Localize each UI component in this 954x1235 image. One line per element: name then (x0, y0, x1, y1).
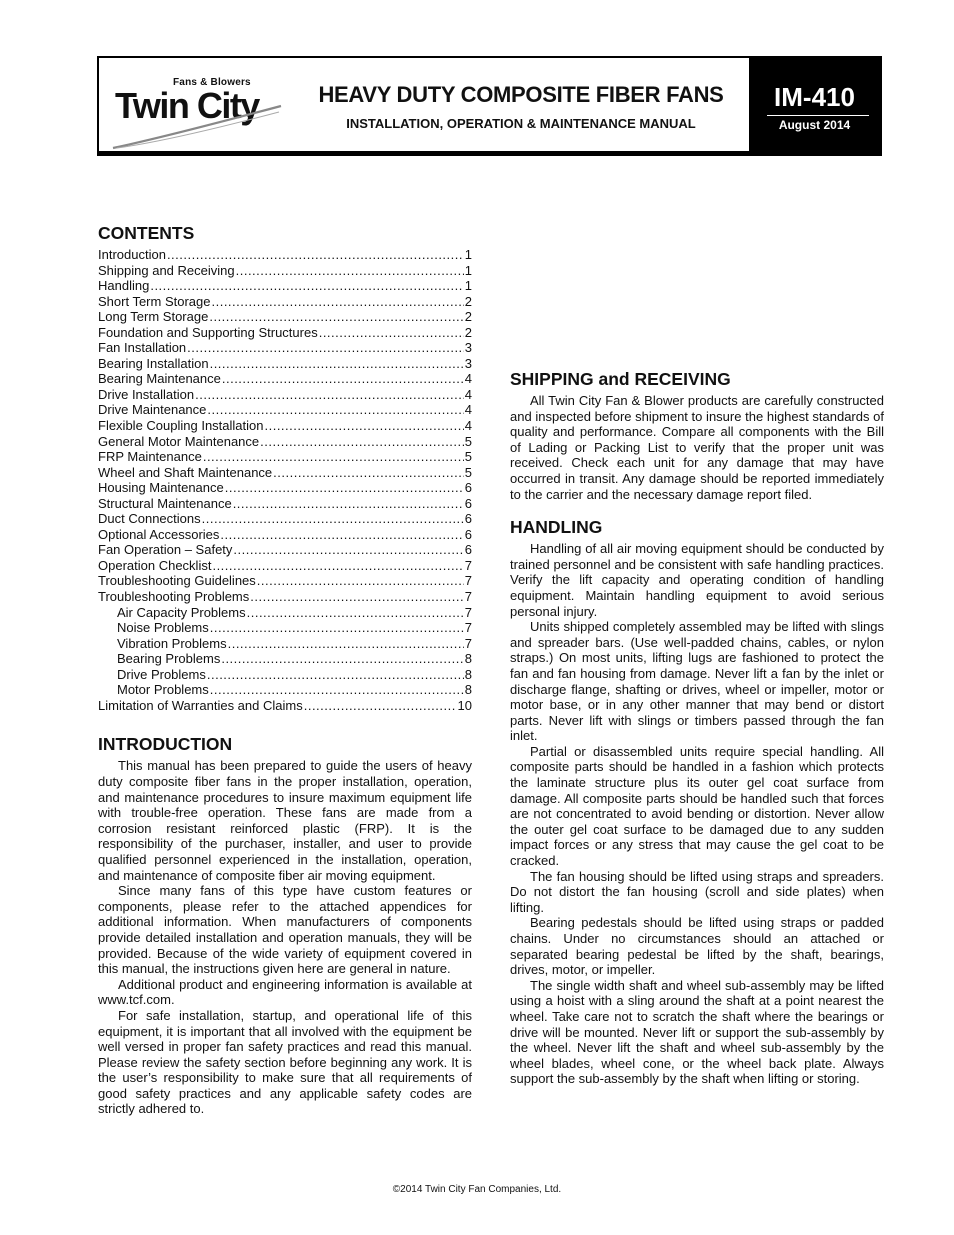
toc-entry-label: Introduction (98, 247, 166, 262)
toc-entry-label: Drive Installation (98, 386, 195, 402)
toc-entry-page: 6 (464, 495, 472, 511)
toc-entry-label: Drive Maintenance (98, 402, 207, 418)
toc-entry-page: 7 (464, 589, 472, 605)
toc-leader-dots (203, 449, 464, 465)
paragraph: The fan housing should be lifted using straps and spreaders. Do not distort the fan housing (scroll and side plates) when lifting. (510, 868, 884, 915)
toc-entry[interactable] (98, 247, 472, 263)
paragraph: Additional product and engineering information is available at www.tcf.com. (98, 976, 472, 1008)
toc-leader-dots (221, 651, 463, 667)
toc-entry-label: Long Term Storage (98, 309, 209, 325)
toc-entry[interactable] (98, 278, 472, 294)
paragraph: The single width shaft and wheel sub-assembly may be lifted using a hoist with a sling around the shaft at a point nearest the wheel. Take care not to scratch the shaft where the bearings or drive will be mounted. Never lift or support the sub-assembly by the wheel. Never lift the shaft and wheel sub-assembly by the wheel blades, wheel cone, or the wheel back plate. Always support the sub-assembly by the shaft when lifting or storing. (510, 977, 884, 1087)
toc-entry-page: 7 (464, 620, 472, 636)
toc-entry[interactable] (98, 636, 472, 652)
toc-entry[interactable] (98, 294, 472, 310)
toc-entry-page: 1 (464, 247, 472, 262)
toc-entry-label: FRP Maintenance (98, 449, 202, 465)
toc-leader-dots (211, 294, 463, 310)
toc-leader-dots (150, 278, 463, 294)
paragraph: Since many fans of this type have custom features or components, please refer to the attached appendices for additional information. When manufacturers of components provide detailed installation and operation manuals, they will be provided. Because of the wide variety of equipment covered in this manual, the instructions given here are general in nature. (98, 883, 472, 977)
toc-entry-page: 2 (464, 309, 472, 325)
toc-entry-page: 7 (464, 573, 472, 589)
right-column (510, 368, 884, 1087)
toc-entry-page: 2 (464, 324, 472, 340)
paragraph: Bearing pedestals should be lifted using straps or padded chains. Under no circumstances should an attached or separated bearing pedestal be lifted by the shaft, bearings, drives, motor, or impeller. (510, 915, 884, 978)
toc-entry-label: Troubleshooting Problems (98, 589, 250, 605)
handling-section (510, 516, 884, 1087)
toc-leader-dots (250, 589, 464, 605)
toc-leader-dots (212, 558, 463, 574)
toc-entry[interactable] (98, 651, 472, 667)
toc-entry-label: Foundation and Supporting Structures (98, 324, 318, 340)
toc-entry[interactable] (98, 402, 472, 418)
toc-entry[interactable] (98, 465, 472, 481)
toc-entry-page: 10 (457, 697, 472, 713)
toc-entry[interactable] (98, 263, 472, 279)
toc-entry-page: 3 (464, 340, 472, 356)
manual-code-badge (749, 58, 880, 153)
toc-leader-dots (260, 434, 464, 450)
toc-entry-label: Motor Problems (117, 682, 209, 698)
introduction-section (98, 733, 472, 1117)
logo-tagline: Fans & Blowers (173, 77, 251, 88)
document-header (97, 56, 882, 156)
toc-entry-page: 7 (464, 604, 472, 620)
toc-entry[interactable] (98, 698, 472, 714)
toc-entry-page: 8 (464, 682, 472, 698)
toc-entry-page: 4 (464, 402, 472, 418)
toc-entry[interactable] (98, 682, 472, 698)
toc-entry-label: Operation Checklist (98, 557, 212, 573)
toc-entry[interactable] (98, 449, 472, 465)
paragraph: For safe installation, startup, and operational life of this equipment, it is important that all involved with the equipment be well versed in proper fan safety practices and read this manual. Please review the safety section before beginning any work. It is the user’s responsibility to make sure that all requirements of good safety practices and any applicable safety codes are strictly adhered to. (98, 1007, 472, 1117)
toc-entry-page: 6 (464, 526, 472, 542)
paragraph: Units shipped completely assembled may be lifted with slings and spreader bars. (Use well-padded chains, cables, or nylon straps.) On most units, lifting lugs are fashioned to protect the fan and fan housing from damage. Never lift a fan by the inlet or discharge flange, shafting or drives, wheel or impeller, motor or motor base, or in any other manner that may bend or distort parts. Never lift with slings or timbers passed through the fan inlet. (510, 619, 884, 744)
toc-entry-page: 8 (464, 666, 472, 682)
toc-entry[interactable] (98, 356, 472, 372)
document-title: HEAVY DUTY COMPOSITE FIBER FANS (318, 82, 724, 107)
introduction-heading: INTRODUCTION (98, 734, 233, 755)
toc-entry-page: 6 (464, 480, 472, 496)
badge-divider (767, 115, 869, 116)
toc-leader-dots (225, 480, 464, 496)
toc-entry[interactable] (98, 558, 472, 574)
toc-leader-dots (210, 356, 464, 372)
toc-entry[interactable] (98, 309, 472, 325)
toc-entry-label: Optional Accessories (98, 526, 220, 542)
toc-entry[interactable] (98, 480, 472, 496)
toc-entry-label: Housing Maintenance (98, 480, 224, 496)
toc-entry-label: Duct Connections (98, 511, 201, 527)
toc-leader-dots (209, 309, 463, 325)
shipping-heading: SHIPPING and RECEIVING (510, 369, 731, 389)
toc-entry-label: Limitation of Warranties and Claims (98, 697, 303, 713)
paragraph: All Twin City Fan & Blower products are carefully constructed and inspected before shipment to insure the highest standards of quality and performance. Compare all components with the Bill of Lading or Packing List to verify that the proper unit was received. Check each unit for any damage that may have occurred in transit. Any damage should be reported immediately to the carrier and the necessary damage report filed. (510, 393, 884, 502)
manual-date: August 2014 (778, 118, 851, 132)
shipping-section (510, 368, 884, 502)
toc-entry-label: Fan Operation – Safety (98, 542, 233, 558)
document-subtitle: INSTALLATION, OPERATION & MAINTENANCE MANUAL (346, 116, 696, 131)
toc-entry[interactable] (98, 340, 472, 356)
toc-entry[interactable] (98, 325, 472, 341)
toc-leader-dots (236, 263, 464, 279)
copyright-footer: ©2014 Twin City Fan Companies, Ltd. (392, 1184, 562, 1195)
toc-entry-page: 8 (464, 651, 472, 667)
toc-leader-dots (319, 325, 464, 341)
toc-entry-page: 3 (464, 355, 472, 371)
toc-leader-dots (195, 387, 464, 403)
handling-heading: HANDLING (510, 517, 603, 538)
toc-entry[interactable] (98, 527, 472, 543)
logo-swoosh-icon (111, 102, 286, 152)
toc-entry-label: Structural Maintenance (98, 495, 232, 511)
toc-entry-label: Bearing Maintenance (98, 371, 221, 387)
toc-entry-label: Air Capacity Problems (117, 604, 246, 620)
toc-leader-dots (304, 698, 457, 714)
toc-entry[interactable] (98, 542, 472, 558)
paragraph: Partial or disassembled units require special handling. All composite parts should be handled in a fashion which protects the laminate structure plus its outer gel coat surface from damage. All composite parts should be handled such that forces are not concentrated to avoid bending or distortion. Never allow the outer gel coat surface to be damaged due to any sudden impact forces or any stress that may cause the gel coat to be cracked. (510, 743, 884, 869)
toc-entry[interactable] (98, 434, 472, 450)
toc-entry[interactable] (98, 667, 472, 683)
contents-heading: CONTENTS (98, 223, 195, 243)
toc-leader-dots (210, 682, 464, 698)
toc-leader-dots (228, 636, 464, 652)
toc-entry[interactable] (98, 371, 472, 387)
toc-entry[interactable] (98, 511, 472, 527)
toc-entry-page: 1 (464, 262, 472, 278)
toc-entry-page: 4 (464, 386, 472, 402)
toc-leader-dots (210, 620, 464, 636)
toc-entry-page: 7 (464, 635, 472, 651)
toc-leader-dots (207, 402, 463, 418)
toc-entry-page: 6 (464, 511, 472, 527)
toc-entry-label: Flexible Coupling Installation (98, 418, 264, 434)
toc-leader-dots (202, 511, 464, 527)
toc-entry[interactable] (98, 387, 472, 403)
toc-leader-dots (207, 667, 464, 683)
toc-entry-label: Noise Problems (117, 620, 209, 636)
toc-entry-label: Fan Installation (98, 340, 187, 356)
manual-code: IM-410 (774, 82, 855, 112)
toc-entry-label: Handling (98, 278, 150, 294)
toc-entry-page: 5 (464, 464, 472, 480)
toc-entry-page: 4 (464, 418, 472, 434)
toc-entry-page: 4 (464, 371, 472, 387)
toc-leader-dots (222, 371, 464, 387)
toc-entry[interactable] (98, 418, 472, 434)
toc-leader-dots (264, 418, 463, 434)
toc-entry[interactable] (98, 496, 472, 512)
toc-entry-page: 5 (464, 449, 472, 465)
toc-entry-label: Shipping and Receiving (98, 262, 235, 278)
toc-entry-label: Wheel and Shaft Maintenance (98, 464, 273, 480)
logo-name: Twin City (115, 85, 259, 126)
toc-leader-dots (220, 527, 463, 543)
toc-entry-label: Short Term Storage (98, 293, 211, 309)
toc-leader-dots (187, 340, 464, 356)
toc-entry-label: Bearing Installation (98, 355, 209, 371)
toc-entry-label: Bearing Problems (117, 651, 221, 667)
company-logo (111, 72, 286, 152)
toc-leader-dots (273, 465, 464, 481)
toc-entry-page: 7 (464, 557, 472, 573)
toc-entry[interactable] (98, 620, 472, 636)
toc-leader-dots (233, 496, 464, 512)
toc-leader-dots (167, 247, 464, 263)
toc-entry-label: General Motor Maintenance (98, 433, 260, 449)
toc-entry[interactable] (98, 589, 472, 605)
left-column (98, 222, 472, 1117)
toc-leader-dots (257, 573, 464, 589)
toc-entry-page: 6 (464, 542, 472, 558)
toc-entry-page: 1 (464, 278, 472, 294)
toc-entry-label: Vibration Problems (117, 635, 227, 651)
paragraph: This manual has been prepared to guide the users of heavy duty composite fiber fans in the proper installation, operation, and maintenance procedures to insure maximum equipment life with trouble-free operation. These fans are made from a corrosion resistant reinforced plastic (FRP). It is the responsibility of the purchaser, installer, and user to provide qualified personnel experienced in the installation, operation, and maintenance of composite fiber air moving equipment. (98, 758, 472, 883)
toc-entry[interactable] (98, 605, 472, 621)
table-of-contents (98, 247, 472, 713)
toc-leader-dots (233, 542, 463, 558)
toc-entry[interactable] (98, 573, 472, 589)
toc-entry-page: 2 (464, 293, 472, 309)
toc-leader-dots (247, 605, 464, 621)
toc-entry-label: Drive Problems (117, 666, 206, 682)
toc-entry-page: 5 (464, 433, 472, 449)
paragraph: Handling of all air moving equipment should be conducted by trained personnel and be consistent with safe handling practices. Verify the lift capacity and operating condition of handling equipment. Maintain handling equipment to avoid serious personal injury. (510, 541, 884, 619)
toc-entry-label: Troubleshooting Guidelines (98, 573, 256, 589)
